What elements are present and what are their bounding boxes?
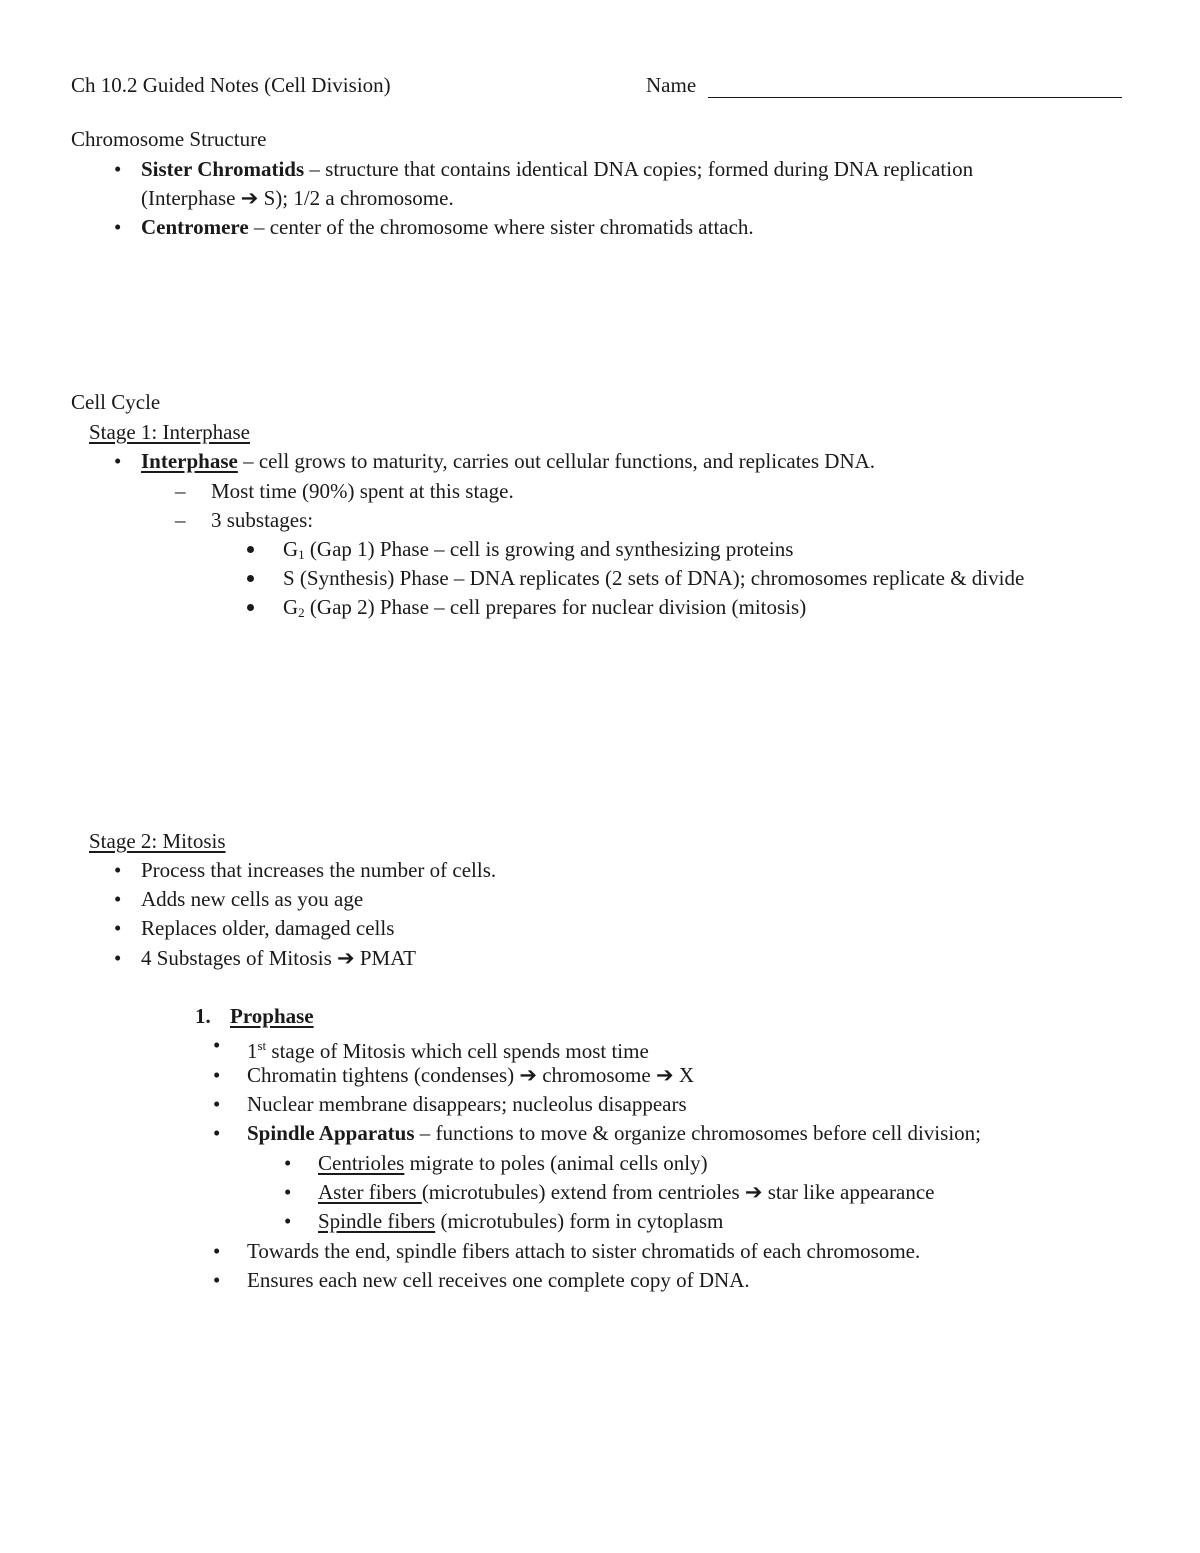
document-title: Ch 10.2 Guided Notes (Cell Division)	[71, 73, 391, 97]
bullet: •	[114, 887, 122, 911]
substage-text: G	[283, 537, 299, 561]
subscript: 1	[298, 547, 305, 562]
term-aster-fibers: Aster fibers	[318, 1180, 422, 1204]
bullet: •	[213, 1121, 221, 1145]
list-item-centromere	[141, 213, 754, 242]
list-text: 1	[247, 1039, 258, 1063]
bullet: •	[213, 1063, 221, 1087]
definition-text: – functions to move & organize chromosomes before cell division;	[414, 1121, 981, 1145]
list-item: Nuclear membrane disappears; nucleolus disappears	[247, 1092, 687, 1116]
number-text: 1.	[195, 1004, 211, 1028]
definition-text: S); 1/2 a chromosome.	[258, 186, 454, 210]
list-text: 4 Substages of Mitosis	[141, 946, 338, 970]
list-text: X	[673, 1063, 694, 1087]
sub-item-spindle-fibers	[318, 1207, 723, 1236]
arrow-icon: ➔	[337, 946, 355, 970]
definition-text: – structure that contains identical DNA copies; formed during DNA replication	[304, 157, 974, 181]
substage-text: (Gap 1) Phase – cell is growing and synthesizing proteins	[304, 537, 794, 561]
definition-text: – cell grows to maturity, carries out cellular functions, and replicates DNA.	[237, 449, 876, 473]
bullet: •	[284, 1209, 292, 1233]
list-text: stage of Mitosis which cell spends most time	[266, 1039, 649, 1063]
list-item: Replaces older, damaged cells	[141, 916, 395, 940]
dash-bullet: –	[175, 479, 186, 503]
term-spindle-fibers: Spindle fibers	[318, 1209, 436, 1233]
arrow-icon: ➔	[519, 1063, 537, 1087]
heading-text: Prophase	[230, 1004, 314, 1028]
stage2-heading: Stage 2: Mitosis	[89, 829, 226, 853]
prophase-heading	[230, 1002, 314, 1031]
list-item: Towards the end, spindle fibers attach to sister chromatids of each chromosome.	[247, 1239, 921, 1263]
substage-text: (Gap 2) Phase – cell prepares for nuclear division (mitosis)	[304, 595, 807, 619]
prophase-number	[195, 1002, 211, 1031]
dash-item: 3 substages:	[211, 508, 314, 532]
list-item-spindle-apparatus	[247, 1119, 981, 1148]
bullet: •	[114, 157, 122, 181]
arrow-icon: ➔	[240, 186, 259, 210]
round-bullet	[247, 604, 254, 611]
sub-item-centrioles	[318, 1149, 708, 1178]
bullet: •	[213, 1268, 221, 1292]
list-item-continuation	[141, 184, 454, 213]
list-text: Chromatin tightens (condenses)	[247, 1063, 520, 1087]
list-text: migrate to poles (animal cells only)	[404, 1151, 708, 1175]
name-blank-line	[708, 97, 1122, 98]
subscript: 2	[298, 605, 305, 620]
substage-text: G	[283, 595, 299, 619]
bullet: •	[284, 1180, 292, 1204]
list-item: Process that increases the number of cells.	[141, 858, 497, 882]
list-item	[247, 1061, 694, 1090]
section-heading-chromosome-structure: Chromosome Structure	[71, 127, 267, 151]
term-spindle-apparatus: Spindle Apparatus	[247, 1121, 415, 1145]
bullet: •	[114, 946, 122, 970]
definition-text: – center of the chromosome where sister chromatids attach.	[248, 215, 754, 239]
sub-item-aster-fibers	[318, 1178, 934, 1207]
arrow-icon: ➔	[744, 1180, 763, 1204]
list-text: (microtubules) form in cytoplasm	[435, 1209, 724, 1233]
bullet: •	[213, 1239, 221, 1263]
section-heading-cell-cycle: Cell Cycle	[71, 390, 161, 414]
term-centrioles: Centrioles	[318, 1151, 405, 1175]
bullet: •	[114, 916, 122, 940]
definition-text: (Interphase	[141, 186, 241, 210]
bullet: •	[213, 1033, 221, 1057]
name-label: Name	[646, 73, 697, 97]
list-text: PMAT	[354, 946, 416, 970]
substage-g2	[283, 593, 806, 627]
dash-bullet: –	[175, 508, 186, 532]
bullet: •	[213, 1092, 221, 1116]
bullet: •	[284, 1151, 292, 1175]
bullet: •	[114, 215, 122, 239]
substage-s: S (Synthesis) Phase – DNA replicates (2 sets of DNA); chromosomes replicate & divide	[283, 566, 1025, 590]
round-bullet	[247, 575, 254, 582]
list-item-pmat	[141, 944, 416, 973]
superscript: st	[257, 1038, 267, 1053]
dash-item: Most time (90%) spent at this stage.	[211, 479, 514, 503]
list-text: star like appearance	[762, 1180, 935, 1204]
term-interphase: Interphase	[141, 449, 238, 473]
list-text: chromosome	[536, 1063, 656, 1087]
term-centromere: Centromere	[141, 215, 249, 239]
list-item-interphase	[141, 447, 875, 476]
round-bullet	[247, 546, 254, 553]
list-text: (microtubules) extend from centrioles	[421, 1180, 745, 1204]
list-item-sister-chromatids	[141, 155, 973, 184]
bullet: •	[114, 858, 122, 882]
list-item: Adds new cells as you age	[141, 887, 364, 911]
stage1-heading: Stage 1: Interphase	[89, 420, 250, 444]
bullet: •	[114, 449, 122, 473]
term-sister-chromatids: Sister Chromatids	[141, 157, 305, 181]
list-item: Ensures each new cell receives one complete copy of DNA.	[247, 1268, 750, 1292]
arrow-icon: ➔	[655, 1063, 674, 1087]
